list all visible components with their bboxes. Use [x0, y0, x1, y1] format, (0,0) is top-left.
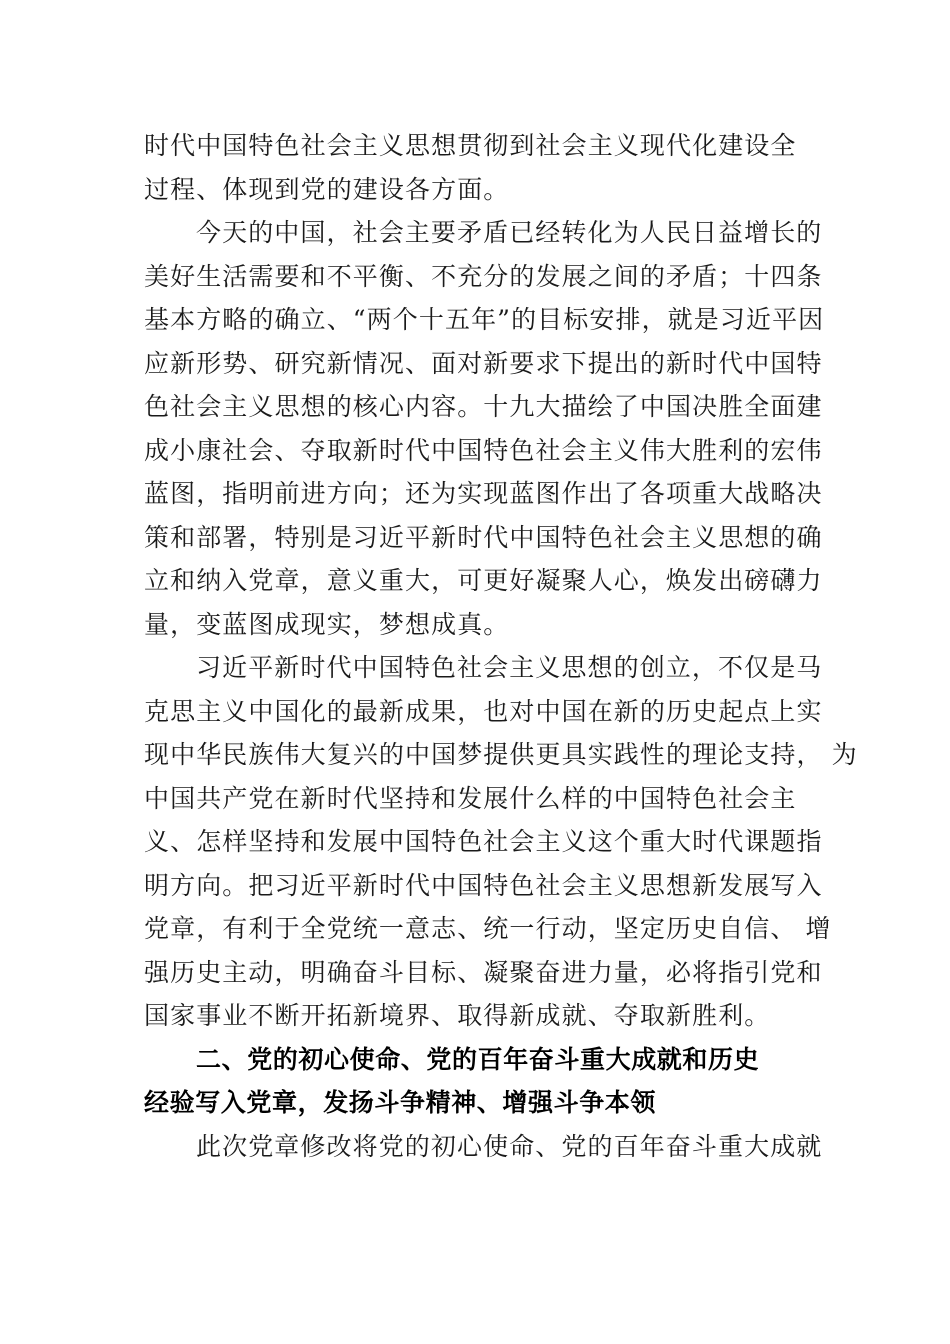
paragraph-2-line-3: 基本方略的确立、“两个十五年”的目标安排，就是习近平因 — [144, 305, 825, 334]
paragraph-3-line-7: 党章，有利于全党统一意志、统一行动，坚定历史自信、 增 — [144, 914, 832, 943]
paragraph-2-line-8: 策和部署，特别是习近平新时代中国特色社会主义思想的确 — [144, 522, 823, 552]
section-heading-line-1: 二、党的初心使命、党的百年奋斗重大成就和历史 — [196, 1044, 760, 1074]
paragraph-3-line-6: 明方向。把习近平新时代中国特色社会主义思想新发展写入 — [144, 870, 823, 900]
paragraph-2-line-6: 成小康社会、夺取新时代中国特色社会主义伟大胜利的宏伟 — [144, 435, 823, 465]
paragraph-1-line-2: 过程、体现到党的建设各方面。 — [144, 174, 510, 204]
paragraph-3-line-4: 中国共产党在新时代坚持和发展什么样的中国特色社会主 — [144, 783, 797, 813]
document-body — [144, 124, 858, 1168]
paragraph-2-line-9: 立和纳入党章，意义重大，可更好凝聚人心，焕发出磅礴力 — [144, 566, 823, 595]
paragraph-2-line-10: 量，变蓝图成现实，梦想成真。 — [144, 609, 510, 639]
paragraph-3-line-9: 国家事业不断开拓新境界、取得新成就、夺取新胜利。 — [144, 1001, 771, 1030]
paragraph-2-line-7: 蓝图，指明前进方向；还为实现蓝图作出了各项重大战略决 — [144, 479, 823, 508]
paragraph-2-line-2: 美好生活需要和不平衡、不充分的发展之间的矛盾；十四条 — [144, 261, 823, 291]
paragraph-4-line-1: 此次党章修改将党的初心使命、党的百年奋斗重大成就 — [196, 1131, 823, 1161]
paragraph-2-line-5: 色社会主义思想的核心内容。十九大描绘了中国决胜全面建 — [144, 392, 823, 421]
paragraph-3-line-1: 习近平新时代中国特色社会主义思想的创立，不仅是马 — [196, 653, 823, 682]
paragraph-2-line-1: 今天的中国，社会主要矛盾已经转化为人民日益增长的 — [196, 218, 823, 247]
paragraph-3-line-3: 现中华民族伟大复兴的中国梦提供更具实践性的理论支持， 为 — [144, 740, 858, 769]
paragraph-3-line-5: 义、怎样坚持和发展中国特色社会主义这个重大时代课题指 — [144, 827, 823, 856]
section-heading-line-2: 经验写入党章，发扬斗争精神、增强斗争本领 — [144, 1088, 657, 1117]
paragraph-1-line-1: 时代中国特色社会主义思想贯彻到社会主义现代化建设全 — [144, 131, 797, 160]
paragraph-2-line-4: 应新形势、研究新情况、面对新要求下提出的新时代中国特 — [144, 348, 823, 378]
paragraph-3-line-8: 强历史主动，明确奋斗目标、凝聚奋进力量，必将指引党和 — [144, 957, 823, 987]
paragraph-3-line-2: 克思主义中国化的最新成果，也对中国在新的历史起点上实 — [144, 696, 823, 726]
